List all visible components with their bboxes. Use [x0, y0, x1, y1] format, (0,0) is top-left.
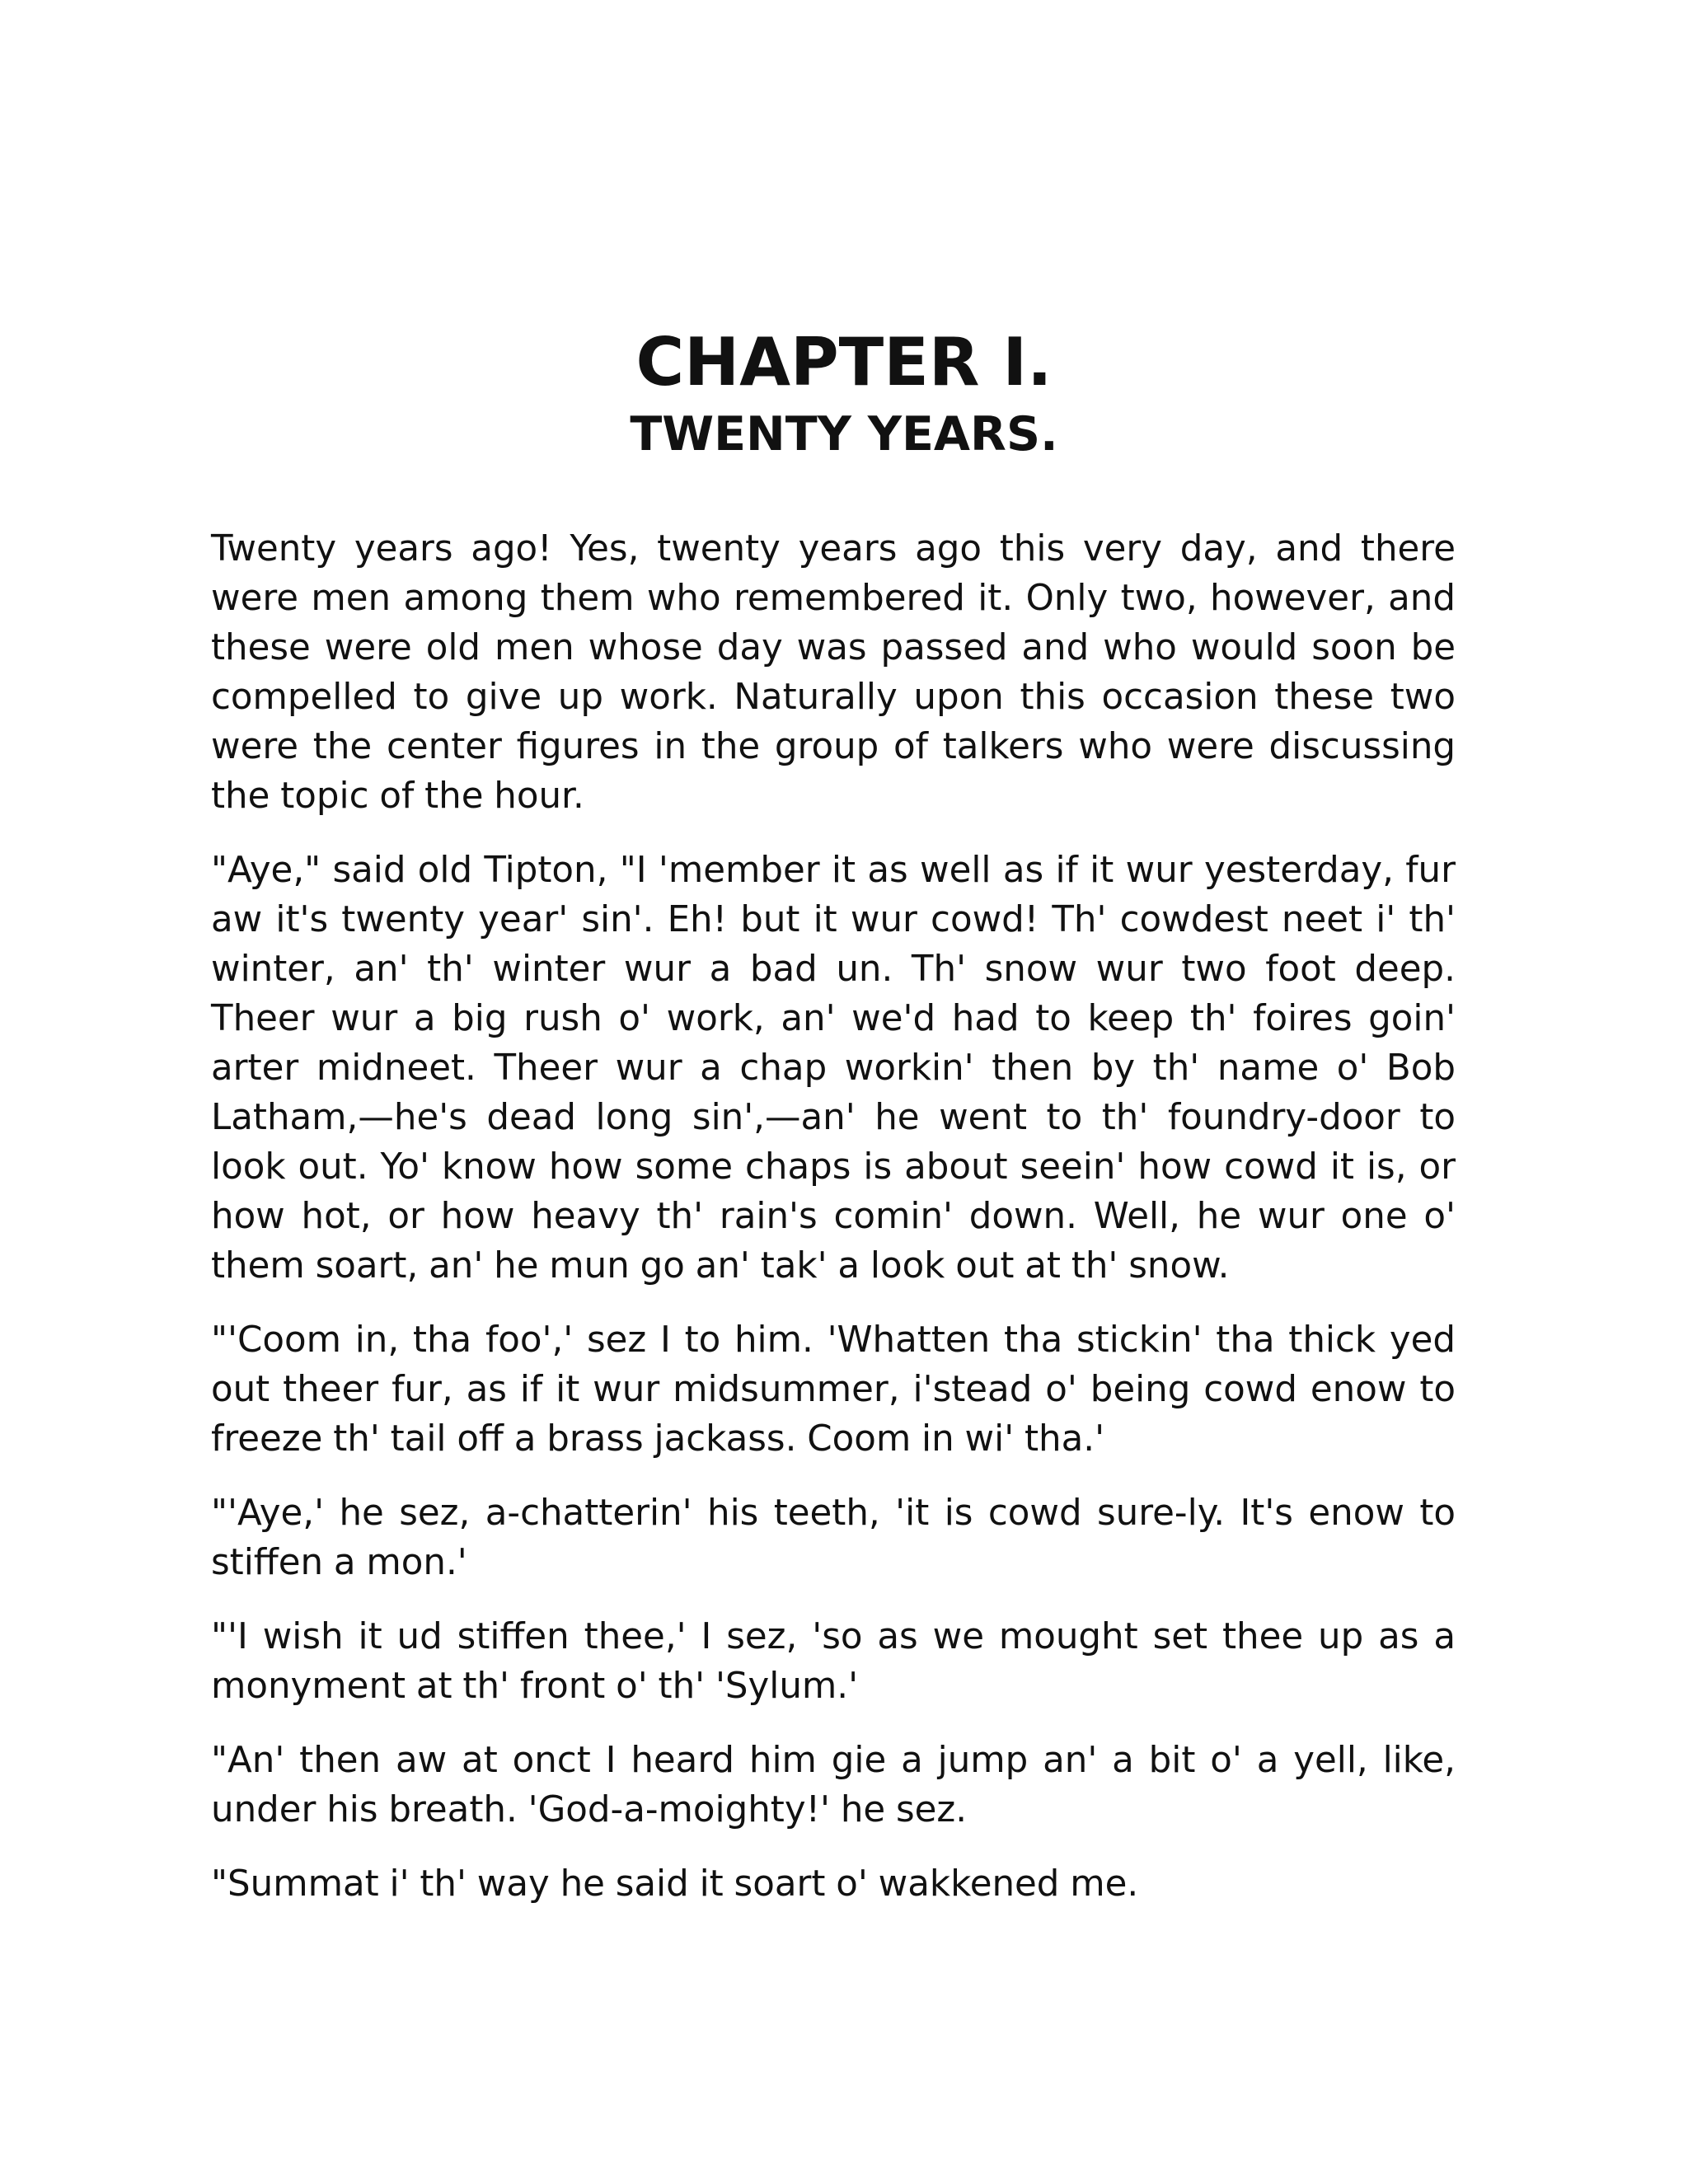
chapter-body	[211, 524, 1456, 1933]
paragraph: "Summat i' th' way he said it soart o' wakkened me.	[211, 1863, 1139, 1905]
chapter-number: CHAPTER I.	[635, 324, 1053, 401]
paragraph: Twenty years ago! Yes, twenty years ago this very day, and there were men among them who remembered it. Only two, however, and these were old men whose day was passed and who would soon be compelled to give up work. Naturally upon this occasion these two were the center figures in the group of talkers who were discussing the topic of the hour.	[211, 528, 1456, 817]
paragraph: "'Aye,' he sez, a-chatterin' his teeth, 'it is cowd sure-ly. It's enow to stiffen a mon.'	[211, 1493, 1456, 1583]
paragraph: "Aye," said old Tipton, "I 'member it as well as if it wur yesterday, fur aw it's twenty year' sin'. Eh! but it wur cowd! Th' cowdest neet i' th' winter, an' th' winter wur a bad un. Th' snow wur two foot deep. Theer wur a big rush o' work, an' we'd had to keep th' foires goin' arter midneet. Theer wur a chap workin' then by th' name o' Bob Latham,—he's dead long sin',—an' he went to th' foundry-door to look out. Yo' know how some chaps is about seein' how cowd it is, or how hot, or how heavy th' rain's comin' down. Well, he wur one o' them soart, an' he mun go an' tak' a look out at th' snow.	[211, 850, 1456, 1286]
paragraph: "'I wish it ud stiffen thee,' I sez, 'so as we mought set thee up as a monyment at th' front o' th' 'Sylum.'	[211, 1616, 1456, 1707]
paragraph: "An' then aw at onct I heard him gie a jump an' a bit o' a yell, like, under his breath. 'God-a-moighty!' he sez.	[211, 1740, 1456, 1830]
paragraph: "'Coom in, tha foo',' sez I to him. 'Whatten tha stickin' tha thick yed out theer fur, as if it wur midsummer, i'stead o' being cowd enow to freeze th' tail off a brass jackass. Coom in wi' tha.'	[211, 1319, 1456, 1460]
chapter-title: TWENTY YEARS.	[630, 407, 1058, 462]
